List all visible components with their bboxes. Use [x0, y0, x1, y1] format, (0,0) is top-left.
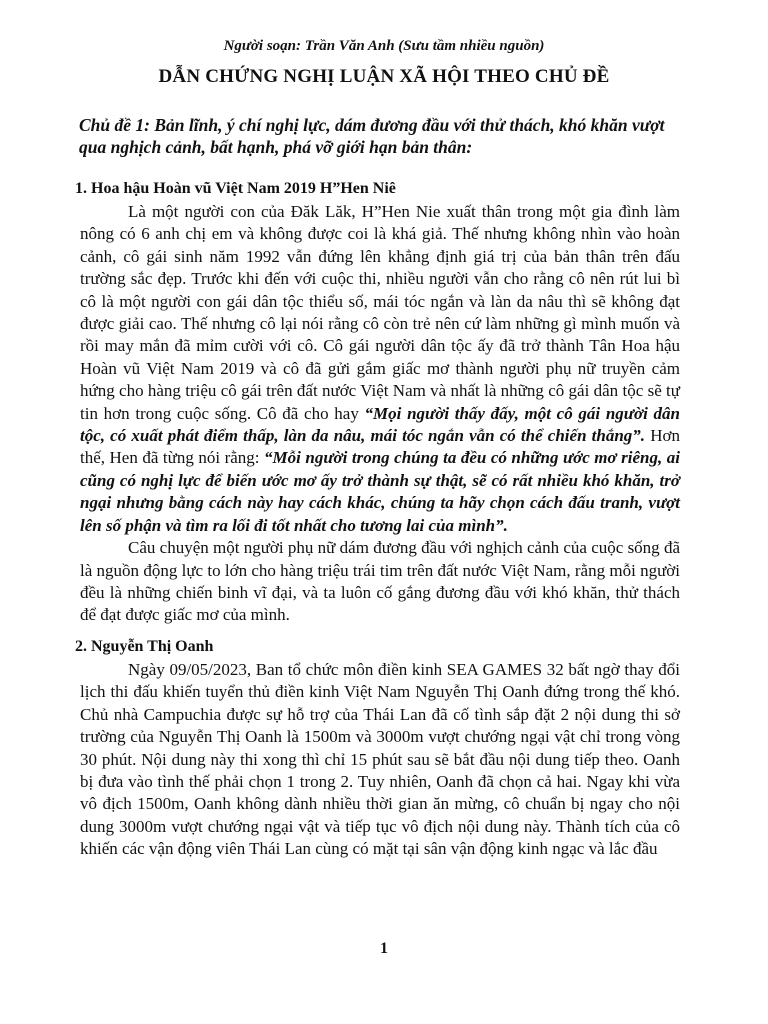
page-number: 1: [380, 940, 388, 957]
author-line: Người soạn: Trần Văn Anh (Sưu tầm nhiều nguồn): [223, 38, 545, 54]
quote-2: “Mỗi người trong chúng ta đều có những ước mơ riêng, ai cũng có nghị lực để biến ước mơ ấy trở thành sự thật, sẽ có rất nhiều khó khăn, trở ngại nhưng bằng cách này hay cách khác, chúng ta hãy chọn cách đấu tranh, vượt lên số phận và tìm ra lối đi tốt nhất cho tương lai của mình”.: [80, 448, 680, 535]
paragraph-text: Hơn thế, Hen đã từng nói rằng:: [80, 426, 680, 468]
section-2-heading: 2. Nguyễn Thị Oanh: [75, 638, 214, 655]
theme-heading: Chủ đề 1: Bản lĩnh, ý chí nghị lực, dám đương đầu với thử thách, khó khăn vượt qua nghịch cảnh, bất hạnh, phá vỡ giới hạn bản thân:: [79, 115, 665, 157]
section-1-body: [80, 201, 680, 627]
paragraph-text: Là một người con của Đăk Lăk, H”Hen Nie xuất thân trong một gia đình làm nông có 6 anh chị em và không được coi là khá giả. Thế nhưng không nhìn vào hoàn cảnh, cô gái sinh năm 1992 vẫn đứng lên khẳng định giá trị của bản thân trên đấu trường sắc đẹp. Trước khi đến với cuộc thi, nhiều người vẫn cho rằng cô nên rút lui bì cô là một người con gái dân tộc thiểu số, mái tóc ngắn và làn da nâu thì sẽ không đạt được giải cao. Thế nhưng cô lại nói rằng cô còn trẻ nên cứ làm những gì mình muốn và rồi may mắn đã mỉm cười với cô. Cô gái người dân tộc ấy đã trở thành Tân Hoa hậu Hoàn vũ Việt Nam 2019 và cô đã gửi gắm giấc mơ thành người phụ nữ truyền cảm hứng cho hàng triệu cô gái trên đất nước Việt Nam và nhất là những cô gái dân tộc sẽ tự tin hơn trong cuộc sống. Cô đã cho hay: [80, 202, 680, 423]
document-title: DẪN CHỨNG NGHỊ LUẬN XÃ HỘI THEO CHỦ ĐỀ: [158, 66, 610, 87]
section-2-paragraph-1: Ngày 09/05/2023, Ban tổ chức môn điền kinh SEA GAMES 32 bất ngờ thay đổi lịch thi đấu khiến tuyển thủ điền kinh Việt Nam Nguyễn Thị Oanh đứng trong thế khó. Chủ nhà Campuchia được sự hỗ trợ của Thái Lan đã cố tình sắp đặt 2 nội dung thi sở trường của Nguyễn Thị Oanh là 1500m và 3000m vượt chướng ngại vật chỉ trong vòng 30 phút. Nội dung này thi xong thì chỉ 15 phút sau sẽ bắt đầu nội dung tiếp theo. Oanh bị đưa vào tình thế phải chọn 1 trong 2. Tuy nhiên, Oanh đã chọn cả hai. Ngay khi vừa vô địch 1500m, Oanh không dành nhiều thời gian ăn mừng, cô chuẩn bị ngay cho nội dung 3000m vượt chướng ngại vật và tiếp tục vô địch nội dung này. Thành tích của cô khiến các vận động viên Thái Lan cùng có mặt tại sân vận động kinh ngạc và lắc đầu: [80, 660, 680, 859]
section-1-paragraph-2: Câu chuyện một người phụ nữ dám đương đầu với nghịch cảnh của cuộc sống đã là nguồn động lực to lớn cho hàng triệu trái tim trên đất nước Việt Nam, rằng mỗi người đều là những chiến binh vĩ đại, và ta luôn cố gắng đương đầu với khó khăn, thử thách để đạt được giấc mơ của mình.: [80, 538, 680, 625]
quote-1: “Mọi người thấy đấy, một cô gái người dân tộc, có xuất phát điểm thấp, làn da nâu, mái tóc ngắn vẫn có thể chiến thắng”.: [80, 403, 680, 446]
section-1-heading: 1. Hoa hậu Hoàn vũ Việt Nam 2019 H”Hen Niê: [75, 180, 396, 197]
section-1-paragraph-1: [80, 201, 680, 537]
section-2-body: [80, 659, 680, 861]
